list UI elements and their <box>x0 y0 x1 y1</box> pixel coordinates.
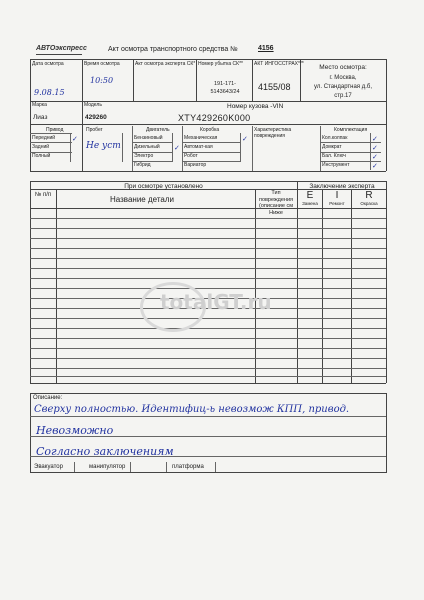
gearbox-label: Коробка <box>200 127 220 133</box>
place-building: стр.17 <box>334 93 352 99</box>
check-mark-icon: ✓ <box>174 144 180 152</box>
time-label: Время осмотра <box>84 61 120 67</box>
notes-line-2: Невозможно <box>36 424 114 437</box>
expert-conclusion-title: Заключение эксперта <box>309 183 375 190</box>
drive-item: Передний <box>32 135 56 141</box>
table-row <box>30 358 386 359</box>
grid-line <box>30 171 386 172</box>
check-mark-icon: ✓ <box>372 135 378 143</box>
grid-line <box>30 181 386 182</box>
make-value: Лиаз <box>33 114 48 121</box>
grid-line <box>132 126 133 171</box>
grid-line <box>183 142 241 143</box>
gearbox-item: Робот <box>184 153 198 159</box>
notes-line <box>30 416 386 417</box>
grid-line <box>320 126 321 171</box>
model-value: 429260 <box>85 114 107 121</box>
column-e-header: E <box>306 190 314 201</box>
platform-label: платформа <box>172 464 204 470</box>
column-r-header: R <box>365 190 373 201</box>
kit-item: Бал. Ключ <box>322 153 346 159</box>
column-number-header: № п/п <box>34 192 52 198</box>
grid-line <box>166 462 167 472</box>
engine-label: Двигатель <box>146 127 170 133</box>
manipulator-label: манипулятор <box>89 464 126 470</box>
grid-line <box>196 59 197 101</box>
gearbox-item: Механическая <box>184 135 218 141</box>
ingos-value: 4155/08 <box>258 82 291 92</box>
check-mark-icon: ✓ <box>242 135 248 143</box>
table-row <box>30 238 386 239</box>
gearbox-item: Вариатор <box>184 162 207 168</box>
notes-line-3: Согласно заключениям <box>36 445 174 458</box>
grid-line <box>386 59 387 171</box>
grid-line <box>82 59 83 171</box>
damage-label: Характеристика повреждения <box>254 127 292 139</box>
check-mark-icon: ✓ <box>372 153 378 161</box>
loss-number-value: 191-171-5143643/24 <box>210 81 240 96</box>
grid-line <box>70 133 71 162</box>
document-number: 4156 <box>258 45 274 52</box>
notes-label: Описание: <box>33 395 63 401</box>
table-row <box>30 218 386 219</box>
grid-line <box>122 133 123 162</box>
date-value: 9.08.15 <box>34 88 65 97</box>
drive-item: Задний <box>32 144 50 150</box>
grid-line <box>30 181 31 383</box>
notes-line-1: Сверху полностью. Идентифиц-ь невозмож КПП, привод. <box>34 404 350 415</box>
place-label: Место осмотра: <box>319 64 367 71</box>
grid-line <box>30 393 386 394</box>
grid-line <box>30 208 386 209</box>
grid-line <box>182 126 183 171</box>
grid-line <box>172 133 173 162</box>
table-row <box>30 268 386 269</box>
drive-label: Привод <box>46 127 64 133</box>
column-i-header: I <box>335 190 339 201</box>
table-row <box>30 228 386 229</box>
table-row <box>30 278 386 279</box>
engine-item: Электро <box>134 153 154 159</box>
table-row <box>30 328 386 329</box>
sub-header-paint: Окраска <box>360 201 378 206</box>
table-row <box>30 318 386 319</box>
column-part-header: Название детали <box>110 195 174 204</box>
table-row <box>30 338 386 339</box>
check-mark-icon: ✓ <box>72 135 78 143</box>
grid-line <box>74 462 75 472</box>
grid-line <box>30 472 386 473</box>
logo-underline <box>36 54 82 55</box>
date-label: Дата осмотра <box>32 61 64 67</box>
grid-line <box>30 393 31 473</box>
grid-line <box>30 383 386 384</box>
place-street: ул. Стандартная д.б, <box>314 84 372 90</box>
make-label: Марка <box>32 102 47 108</box>
check-mark-icon: ✓ <box>372 162 378 170</box>
model-label: Модель <box>84 102 102 108</box>
time-value: 10:50 <box>90 76 114 85</box>
kit-item: Инструмент <box>322 162 350 168</box>
grid-line <box>252 59 253 101</box>
table-row <box>30 288 386 289</box>
sub-header-replace: Замена <box>302 201 318 206</box>
table-row <box>30 368 386 369</box>
drive-item: Полный <box>32 153 51 159</box>
ingos-label: АКТ ИНГОССТРАХ*** <box>254 61 304 67</box>
mileage-label: Пробег <box>86 127 103 133</box>
table-row <box>30 248 386 249</box>
kit-item: Домкрат <box>322 144 342 150</box>
engine-item: Гибрид <box>134 162 151 168</box>
engine-item: Дизельный <box>134 144 160 150</box>
table-row <box>30 348 386 349</box>
grid-line <box>30 59 386 60</box>
gearbox-item: Автомат-кая <box>184 144 213 150</box>
grid-line <box>215 462 216 472</box>
mileage-value: Не уст <box>86 141 121 151</box>
kit-label: Комплектация <box>334 127 368 133</box>
column-damage-header: Тип повреждения (описание см Ниже <box>258 190 294 216</box>
grid-line <box>386 393 387 473</box>
check-mark-icon: ✓ <box>372 144 378 152</box>
grid-line <box>130 462 131 472</box>
vin-value: XTY429260K000 <box>178 113 251 123</box>
place-city: г. Москва, <box>329 75 357 81</box>
grid-line <box>30 59 31 171</box>
grid-line <box>133 59 134 101</box>
table-section-title: При осмотре установлено <box>124 183 203 190</box>
table-row <box>30 258 386 259</box>
evacuator-label: Эвакуатор <box>34 464 63 470</box>
watermark-text: totalGT.ru <box>160 290 272 314</box>
grid-line <box>133 142 173 143</box>
document-title: Акт осмотра транспортного средства № <box>108 46 238 53</box>
expert-act-label: Акт осмотра эксперта СК* <box>135 61 196 67</box>
grid-line <box>386 181 387 383</box>
grid-line <box>252 126 253 171</box>
logo: АВТОэкспресс <box>36 45 87 52</box>
vin-label: Номер кузова -VIN <box>227 103 284 110</box>
grid-line <box>30 124 386 125</box>
grid-line <box>297 181 298 383</box>
grid-line <box>240 133 241 162</box>
kit-item: Кол.колпак <box>322 135 348 141</box>
loss-number-label: Номер убытка СК** <box>198 61 243 67</box>
sub-header-repair: Ремонт <box>329 201 345 206</box>
grid-line <box>30 142 72 143</box>
engine-item: Бензиновый <box>134 135 163 141</box>
table-row <box>30 376 386 377</box>
